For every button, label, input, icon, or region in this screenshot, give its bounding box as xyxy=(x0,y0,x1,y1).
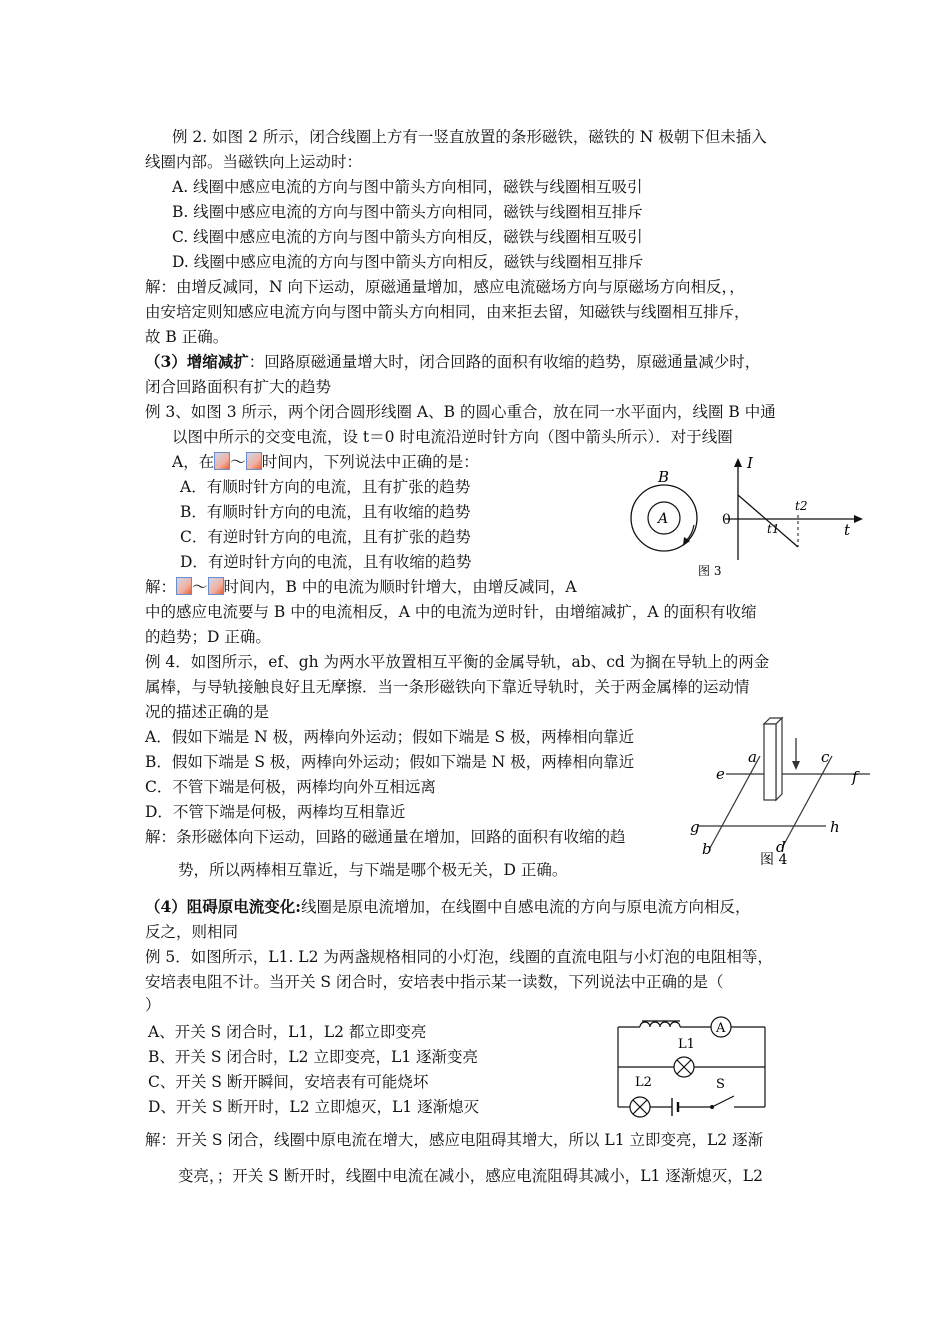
ex2-stem-line1: 例 2. 如图 2 所示，闭合线圈上方有一竖直放置的条形磁铁，磁铁的 N 极朝下但未插入 xyxy=(172,128,767,146)
label-h: h xyxy=(830,818,840,836)
lamp-l1-label: L1 xyxy=(678,1037,695,1052)
ex2-option-c: C. 线圈中感应电流的方向与图中箭头方向相反，磁铁与线圈相互吸引 xyxy=(172,228,643,246)
ex2-solution-line3: 故 B 正确。 xyxy=(145,328,229,346)
label-e: e xyxy=(716,765,725,783)
ex5-option-b: B、开关 S 闭合时，L2 立即变亮，L1 逐渐变亮 xyxy=(148,1048,479,1066)
figure-4-caption: 图 4 xyxy=(760,852,788,868)
ex5-stem-line1: 例 5．如图所示，L1. L2 为两盏规格相同的小灯泡，线圈的直流电阻与小灯泡的电阻相等， xyxy=(145,948,773,966)
ex5-option-a: A、开关 S 闭合时，L1，L2 都立即变亮 xyxy=(148,1023,427,1041)
ex5-solution-line2: 变亮，；开关 S 断开时，线圈中电流在减小，感应电流阻碍其减小，L1 逐渐熄灭，L2 xyxy=(178,1167,763,1185)
ex4-solution-line2: 势，所以两棒相互靠近，与下端是哪个极无关，D 正确。 xyxy=(178,861,568,879)
formula-image-icon xyxy=(176,577,192,595)
figure-3-caption: 图 3 xyxy=(698,564,722,578)
ex4-option-d: D．不管下端是何极，两棒均互相靠近 xyxy=(145,803,406,821)
label-zero: 0 xyxy=(722,512,731,528)
formula-image-icon xyxy=(214,452,230,470)
label-t1: t1 xyxy=(767,522,780,536)
sec3-text2: 闭合回路面积有扩大的趋势 xyxy=(145,378,332,396)
ex4-option-c: C．不管下端是何极，两棒均向外互相远离 xyxy=(145,778,436,796)
ex2-option-d: D. 线圈中感应电流的方向与图中箭头方向相反，磁铁与线圈相互排斥 xyxy=(172,253,644,271)
ex2-solution-line2: 由安培定则知感应电流方向与图中箭头方向相同，由来拒去留，知磁铁与线圈相互排斥， xyxy=(145,303,750,321)
sec3-text1: ：回路原磁通量增大时，闭合回路的面积有收缩的趋势，原磁通量减少时， xyxy=(248,353,761,371)
ex2-stem-line2: 线圈内部。当磁铁向上运动时： xyxy=(145,153,363,171)
ex3-solution-line1: 解： ～ 时间内，B 中的电流为顺时针增大，由增反减同，A xyxy=(145,578,577,596)
switch-icon xyxy=(712,1096,734,1107)
inductor-coil-icon xyxy=(640,1022,680,1027)
label-i: I xyxy=(747,455,753,472)
ex3-stem-line3: A，在 ～ 时间内，下列说法中正确的是： xyxy=(172,453,479,471)
ex4-stem-line3: 况的描述正确的是 xyxy=(145,703,270,721)
ex3-stem-line2: 以图中所示的交变电流，设 t＝0 时电流沿逆时针方向（图中箭头所示）．对于线圈 xyxy=(172,428,733,446)
lamp-l2-label: L2 xyxy=(635,1075,652,1090)
rod-cd xyxy=(782,756,832,848)
figure-4 xyxy=(688,712,878,872)
bar-magnet xyxy=(764,724,776,800)
sec3-heading-line1 xyxy=(145,352,760,372)
ex5-stem-line2: 安培表电阻不计。当开关 S 闭合时，安培表中指示某一读数，下列说法中正确的是（ xyxy=(145,973,724,991)
sec3-title: （3）增缩减扩 xyxy=(145,352,249,371)
label-f: f xyxy=(852,768,858,786)
sec4-text2: 反之，则相同 xyxy=(145,923,239,941)
sec4-text1: 线圈是原电流增加，在线圈中自感电流的方向与原电流方向相反， xyxy=(301,898,751,916)
formula-image-icon xyxy=(246,452,262,470)
ex3-option-d: D．有逆时针方向的电流，且有收缩的趋势 xyxy=(180,553,472,571)
ex4-stem-line2: 属棒，与导轨接触良好且无摩擦．当一条形磁铁向下靠近导轨时，关于两金属棒的运动情 xyxy=(145,678,750,696)
label-a: A xyxy=(658,511,669,527)
label-g: g xyxy=(690,818,700,836)
ex4-option-a: A．假如下端是 N 极，两棒向外运动；假如下端是 S 极，两棒相向靠近 xyxy=(145,728,635,746)
ex3-solution-line3: 的趋势；D 正确。 xyxy=(145,628,271,646)
label-d: d xyxy=(776,838,786,856)
ex5-option-c: C、开关 S 断开瞬间，安培表有可能烧坏 xyxy=(148,1073,429,1091)
sec4-title: （4）阻碍原电流变化: xyxy=(145,897,302,916)
ex2-option-b: B. 线圈中感应电流的方向与图中箭头方向相同，磁铁与线圈相互排斥 xyxy=(172,203,643,221)
ex5-solution-line1: 解：开关 S 闭合，线圈中原电流在增大，感应电阻碍其增大，所以 L1 立即变亮，L2 逐渐 xyxy=(145,1131,764,1149)
ex2-option-a: A. 线圈中感应电流的方向与图中箭头方向相同，磁铁与线圈相互吸引 xyxy=(172,178,643,196)
ex3-stem-line1: 例 3、如图 3 所示，两个闭合圆形线圈 A、B 的圆心重合，放在同一水平面内，线圈 B 中通 xyxy=(145,403,776,421)
label-c: c xyxy=(821,748,830,766)
down-arrow-icon xyxy=(792,761,800,770)
ex2-solution-line1: 解：由增反减同，N 向下运动，原磁通量增加，感应电流磁场方向与原磁场方向相反，， xyxy=(145,278,745,296)
formula-image-icon xyxy=(208,577,224,595)
label-t2: t2 xyxy=(795,499,808,513)
ex3-solution-line2: 中的感应电流要与 B 中的电流相反，A 中的电流为逆时针，由增缩减扩，A 的面积有收缩 xyxy=(145,603,757,621)
ex3-option-b: B．有顺时针方向的电流，且有收缩的趋势 xyxy=(180,503,471,521)
ex3-option-a: A．有顺时针方向的电流，且有扩张的趋势 xyxy=(180,478,471,496)
ex5-option-d: D、开关 S 断开时，L2 立即熄灭，L1 逐渐熄灭 xyxy=(148,1098,480,1116)
ammeter-label: A xyxy=(716,1021,726,1036)
figure-3 xyxy=(620,455,870,585)
label-t: t xyxy=(844,521,851,539)
ex5-stem-line3: ） xyxy=(145,996,161,1014)
ex3-option-c: C．有逆时针方向的电流，且有扩张的趋势 xyxy=(180,528,471,546)
label-b: B xyxy=(658,468,670,486)
label-a: a xyxy=(748,748,757,766)
current-line xyxy=(738,495,798,547)
switch-label: S xyxy=(716,1077,725,1092)
figure-5-circuit xyxy=(610,1012,775,1120)
ex4-option-b: B．假如下端是 S 极，两棒向外运动；假如下端是 N 极，两棒相向靠近 xyxy=(145,753,635,771)
ex4-stem-line1: 例 4．如图所示，ef、gh 为两水平放置相互平衡的金属导轨，ab、cd 为搁在导轨上的两金 xyxy=(145,653,770,671)
sec4-heading-line1 xyxy=(145,897,751,917)
ex4-solution-line1: 解：条形磁体向下运动，回路的磁通量在增加，回路的面积有收缩的趋 xyxy=(145,828,626,846)
label-b: b xyxy=(702,840,712,858)
